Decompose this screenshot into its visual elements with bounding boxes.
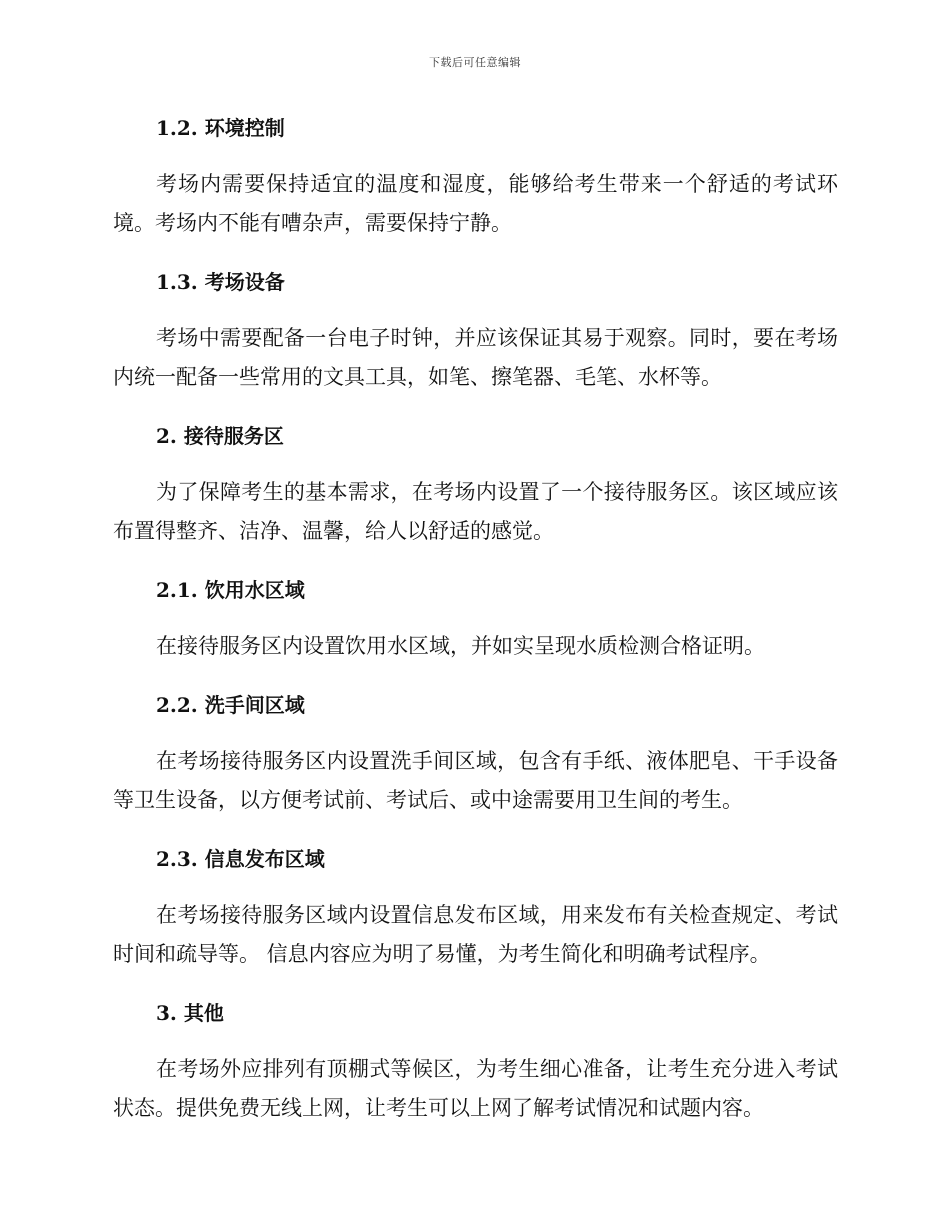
section-heading-restroom: 2.2. 洗手间区域: [156, 693, 305, 717]
section-paragraph-reception-area: 为了保障考生的基本需求，在考场内设置了一个接待服务区。该区域应该布置得整齐、洁净、温馨，给人以舒适的感觉。: [113, 480, 838, 543]
section-heading-other: 3. 其他: [156, 1001, 224, 1025]
section-paragraph-drinking-water: 在接待服务区内设置饮用水区域，并如实呈现水质检测合格证明。: [156, 634, 765, 658]
section-paragraph-restroom: 在考场接待服务区内设置洗手间区域，包含有手纸、液体肥皂、干手设备等卫生设备，以方便考试前、考试后、或中途需要用卫生间的考生。: [113, 749, 838, 812]
section-paragraph-info-board: 在考场接待服务区域内设置信息发布区域，用来发布有关检查规定、考试时间和疏导等。 信息内容应为明了易懂，为考生简化和明确考试程序。: [113, 903, 838, 966]
page-header: 下载后可任意编辑: [429, 56, 521, 69]
section-heading-environment-control: 1.2. 环境控制: [156, 116, 285, 140]
document-body: [113, 113, 838, 1152]
section-heading-exam-equipment: 1.3. 考场设备: [156, 270, 285, 294]
section-paragraph-environment-control: 考场内需要保持适宜的温度和湿度，能够给考生带来一个舒适的考试环境。考场内不能有嘈杂声，需要保持宁静。: [113, 172, 838, 235]
section-heading-reception-area: 2. 接待服务区: [156, 424, 284, 448]
section-paragraph-exam-equipment: 考场中需要配备一台电子时钟，并应该保证其易于观察。同时，要在考场内统一配备一些常用的文具工具，如笔、擦笔器、毛笔、水杯等。: [113, 326, 838, 389]
section-heading-info-board: 2.3. 信息发布区域: [156, 847, 325, 871]
section-paragraph-other: 在考场外应排列有顶棚式等候区，为考生细心准备，让考生充分进入考试状态。提供免费无线上网，让考生可以上网了解考试情况和试题内容。: [113, 1057, 838, 1120]
section-heading-drinking-water: 2.1. 饮用水区域: [156, 578, 305, 602]
